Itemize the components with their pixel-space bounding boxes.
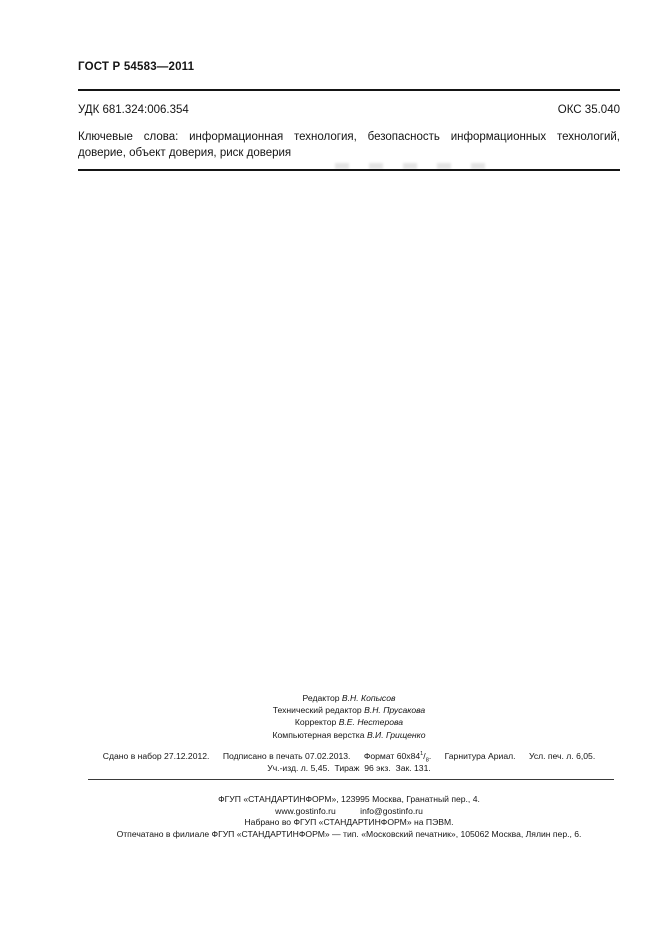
publisher-typeset-line: Набрано во ФГУП «СТАНДАРТИНФОРМ» на ПЭВМ.: [244, 817, 454, 828]
imprint-set-date: Сдано в набор 27.12.2012.: [102, 751, 210, 761]
oks-code: ОКС 35.040: [557, 104, 620, 116]
publisher-printed-line: Отпечатано в филиале ФГУП «СТАНДАРТИНФОРМ» — тип. «Московский печатник», 105062 Москва, Лялин пер., 6.: [116, 828, 582, 839]
publisher-block: [60, 794, 638, 840]
divider-top: [78, 89, 620, 91]
imprint-line-2: Уч.-изд. л. 5,45. Тираж 96 экз. Зак. 131.: [267, 763, 431, 774]
credit-role: Корректор: [294, 717, 337, 728]
keywords-paragraph: Ключевые слова: информационная технология, безопасность информационных технологий, доверие, объект доверия, риск доверия: [78, 131, 620, 159]
credit-name: В.Н. Копысов: [341, 693, 396, 703]
imprint-typeface: Гарнитура Ариал.: [444, 751, 516, 761]
credit-line-technical-editor: [78, 704, 620, 716]
imprint-signed-date: Подписано в печать 07.02.2013.: [222, 751, 351, 761]
credit-role: Технический редактор: [272, 705, 362, 716]
format-fraction-numerator: 1: [420, 751, 424, 758]
publisher-website: www.gostinfo.ru: [275, 805, 336, 816]
credit-name: В.И. Грищенко: [366, 729, 426, 740]
classification-row: [78, 104, 620, 116]
publisher-address: ФГУП «СТАНДАРТИНФОРМ», 123995 Москва, Гранатный пер., 4.: [218, 794, 480, 804]
credit-line-editor: [78, 692, 620, 704]
divider-imprint: [88, 779, 614, 780]
doc-number: ГОСТ Р 54583—2011: [78, 61, 195, 73]
udk-code: УДК 681.324:006.354: [78, 104, 189, 116]
credit-role: Компьютерная верстка: [272, 729, 365, 740]
imprint-line-1: [70, 750, 628, 762]
credit-line-corrector: [78, 716, 620, 728]
publisher-email: info@gostinfo.ru: [360, 805, 423, 816]
credits-block: [78, 692, 620, 741]
format-fraction-denominator: 8: [425, 757, 429, 764]
imprint-format: Формат $60х84^1/_8$.: [363, 751, 432, 764]
credit-name: В.Н. Прусакова: [364, 705, 426, 716]
divider-keywords: [78, 169, 620, 171]
publisher-contacts: [60, 806, 638, 818]
imprint-block: [70, 750, 628, 774]
credit-line-layout: [78, 729, 620, 741]
credit-name: В.Е. Нестерова: [338, 717, 404, 728]
imprint-cond-sheets: Усл. печ. л. 6,05.: [528, 751, 596, 761]
credit-role: Редактор: [302, 693, 340, 703]
